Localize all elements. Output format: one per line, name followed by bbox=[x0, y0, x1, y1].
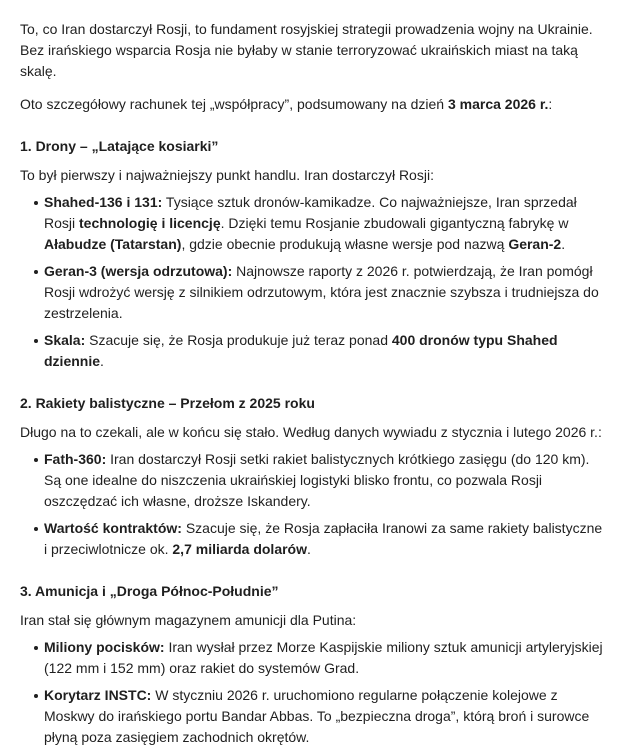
paragraph-ammunition-lead: Iran stał się głównym magazynem amunicji dla Putina: bbox=[20, 612, 357, 628]
list-item-fath360: Fath-360: Iran dostarczył Rosji setki rakiet balistycznych krótkiego zasięgu (do 120 km). Są one idealne do niszczenia ukraińskiej logistyki blisko frontu, co pozwala Rosji oszczędzać ich własne, droższe Iskandery. bbox=[20, 449, 608, 512]
list-item-instc-corridor: Korytarz INSTC: W styczniu 2026 r. uruchomiono regularne połączenie kolejowe z Moskwy do irańskiego portu Bandar Abbas. To „bezpieczna droga”, którą broń i surowce płyną poza zasięgiem zachodnich okrętów. bbox=[20, 685, 608, 748]
section-heading-ammunition: 3. Amunicja i „Droga Północ-Południe” bbox=[20, 583, 279, 599]
missiles-list bbox=[20, 449, 608, 560]
ammunition-list bbox=[20, 637, 608, 748]
section-heading-missiles: 2. Rakiety balistyczne – Przełom z 2025 roku bbox=[20, 395, 315, 411]
paragraph-missiles-lead: Długo na to czekali, ale w końcu się stało. Według danych wywiadu z stycznia i lutego 2026 r.: bbox=[20, 424, 602, 440]
paragraph-intro: To, co Iran dostarczył Rosji, to fundament rosyjskiej strategii prowadzenia wojny na Ukrainie. Bez irańskiego wsparcia Rosja nie byłaby w stanie terroryzować ukraińskich miast na taką skalę. bbox=[20, 21, 593, 79]
section-heading-drones: 1. Drony – „Latające kosiarki” bbox=[20, 138, 219, 154]
list-item-skala: Skala: Szacuje się, że Rosja produkuje już teraz ponad 400 dronów typu Shahed dziennie. bbox=[20, 330, 608, 372]
drones-list bbox=[20, 192, 608, 372]
list-item-contract-value: Wartość kontraktów: Szacuje się, że Rosja zapłaciła Iranowi za same rakiety balistyczne i przeciwlotnicze ok. 2,7 miliarda dolarów. bbox=[20, 518, 608, 560]
list-item-shahed: Shahed-136 i 131: Tysiące sztuk dronów-kamikadze. Co najważniejsze, Iran sprzedał Rosji technologię i licencję. Dzięki temu Rosjanie zbudowali gigantyczną fabrykę w Ałabudze (Tatarstan), gdzie obecnie produkują własne wersje pod nazwą Geran-2. bbox=[20, 192, 608, 255]
paragraph-summary-date: Oto szczegółowy rachunek tej „współpracy”, podsumowany na dzień 3 marca 2026 r.: bbox=[20, 96, 553, 112]
list-item-geran3: Geran-3 (wersja odrzutowa): Najnowsze raporty z 2026 r. potwierdzają, że Iran pomógł Rosji wdrożyć wersję z silnikiem odrzutowym, która jest znacznie szybsza i trudniejsza do zestrzelenia. bbox=[20, 261, 608, 324]
list-item-shells: Miliony pocisków: Iran wysłał przez Morze Kaspijskie miliony sztuk amunicji artyleryjskiej (122 mm i 152 mm) oraz rakiet do systemów Grad. bbox=[20, 637, 608, 679]
paragraph-drones-lead: To był pierwszy i najważniejszy punkt handlu. Iran dostarczył Rosji: bbox=[20, 167, 434, 183]
